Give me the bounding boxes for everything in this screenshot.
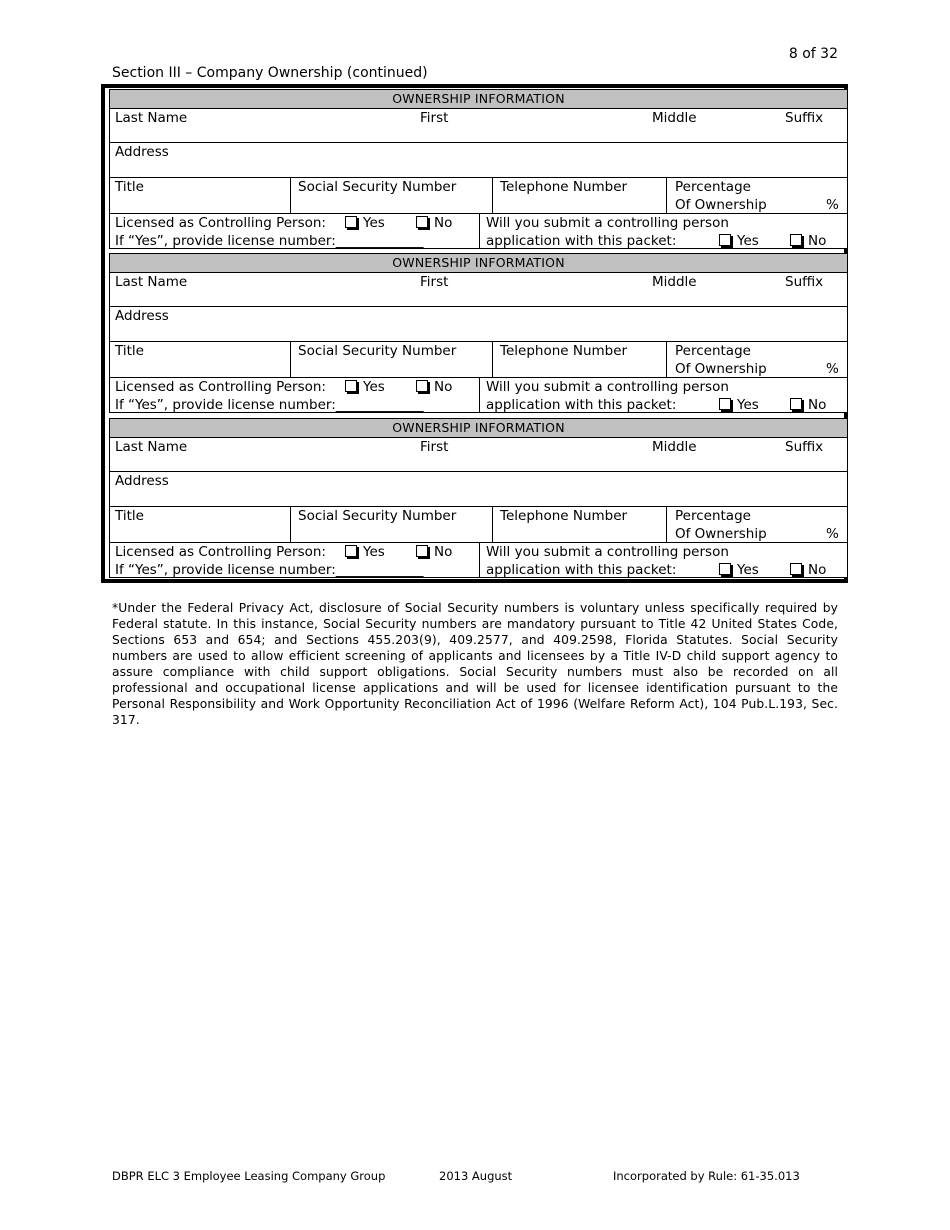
- ownership-block-1: [109, 89, 848, 249]
- no-label: No: [434, 379, 453, 395]
- middle-name-label: Middle: [652, 439, 697, 455]
- footer-date: 2013 August: [439, 1169, 513, 1183]
- ownership-header: OWNERSHIP INFORMATION: [110, 90, 847, 109]
- no-label: No: [434, 544, 453, 560]
- ownership-label: Of Ownership: [675, 526, 767, 542]
- checkbox-icon[interactable]: [345, 380, 357, 392]
- submit-yes-option[interactable]: [719, 396, 759, 414]
- ownership-header: OWNERSHIP INFORMATION: [110, 254, 847, 273]
- suffix-label: Suffix: [785, 274, 824, 290]
- telephone-label: Telephone Number: [500, 343, 628, 359]
- title-label: Title: [115, 508, 144, 524]
- submit-no-option[interactable]: [790, 232, 826, 250]
- submit-no-option[interactable]: [790, 561, 826, 579]
- yes-label: Yes: [363, 215, 385, 231]
- telephone-label: Telephone Number: [500, 179, 628, 195]
- ownership-form: [101, 84, 848, 583]
- no-label: No: [808, 397, 827, 413]
- checkbox-icon[interactable]: [790, 398, 802, 410]
- checkbox-icon[interactable]: [345, 216, 357, 228]
- title-label: Title: [115, 343, 144, 359]
- checkbox-icon[interactable]: [719, 234, 731, 246]
- footer-form-name: DBPR ELC 3 Employee Leasing Company Group: [112, 1169, 386, 1183]
- telephone-label: Telephone Number: [500, 508, 628, 524]
- yes-label: Yes: [737, 397, 759, 413]
- checkbox-icon[interactable]: [790, 563, 802, 575]
- privacy-footnote: *Under the Federal Privacy Act, disclosure of Social Security numbers is voluntary unless specifically required by Federal statute. In this instance, Social Security numbers are mandatory pursuant to Title 42 United States Code, Sections 653 and 654; and Sections 455.203(9), 409.2577, and 409.2598, Florida Statutes. Social Security numbers are used to allow efficient screening of applicants and licensees by a Title IV-D child support agency to assure compliance with child support obligations. Social Security numbers must also be recorded on all professional and occupational license applications and will be used for licensee identification pursuant to the Personal Responsibility and Work Opportunity Reconciliation Act of 1996 (Welfare Reform Act), 104 Pub.L.193, Sec. 317.: [112, 601, 838, 727]
- percent-sign: %: [826, 197, 839, 213]
- licensed-no-option[interactable]: [416, 378, 452, 396]
- licensed-no-option[interactable]: [416, 543, 452, 561]
- licensed-yes-option[interactable]: [345, 543, 385, 561]
- licensed-controlling-label: Licensed as Controlling Person:: [115, 544, 326, 560]
- submit-yes-option[interactable]: [719, 561, 759, 579]
- checkbox-icon[interactable]: [416, 545, 428, 557]
- submit-application-label: Will you submit a controlling person: [486, 544, 729, 560]
- checkbox-icon[interactable]: [790, 234, 802, 246]
- suffix-label: Suffix: [785, 439, 824, 455]
- ownership-header: OWNERSHIP INFORMATION: [110, 419, 847, 438]
- submit-application-label-2: application with this packet:: [486, 233, 677, 249]
- last-name-label: Last Name: [115, 439, 188, 455]
- licensed-no-option[interactable]: [416, 214, 452, 232]
- submit-application-label-2: application with this packet:: [486, 562, 677, 578]
- ownership-block-2: [109, 253, 848, 413]
- ownership-label: Of Ownership: [675, 197, 767, 213]
- address-label: Address: [115, 473, 169, 489]
- no-label: No: [808, 562, 827, 578]
- ssn-label: Social Security Number: [298, 343, 457, 359]
- last-name-label: Last Name: [115, 110, 188, 126]
- section-title: Section III – Company Ownership (continued): [112, 65, 428, 81]
- percentage-label: Percentage: [675, 179, 751, 195]
- yes-label: Yes: [363, 379, 385, 395]
- checkbox-icon[interactable]: [345, 545, 357, 557]
- middle-name-label: Middle: [652, 274, 697, 290]
- percent-sign: %: [826, 526, 839, 542]
- title-label: Title: [115, 179, 144, 195]
- address-label: Address: [115, 308, 169, 324]
- ownership-block-3: [109, 418, 848, 578]
- licensed-yes-option[interactable]: [345, 378, 385, 396]
- license-number-field[interactable]: If “Yes”, provide license number:_____________: [115, 562, 424, 578]
- percentage-label: Percentage: [675, 343, 751, 359]
- suffix-label: Suffix: [785, 110, 824, 126]
- license-number-field[interactable]: If “Yes”, provide license number:_____________: [115, 233, 424, 249]
- submit-no-option[interactable]: [790, 396, 826, 414]
- yes-label: Yes: [737, 233, 759, 249]
- licensed-controlling-label: Licensed as Controlling Person:: [115, 215, 326, 231]
- last-name-label: Last Name: [115, 274, 188, 290]
- ssn-label: Social Security Number: [298, 508, 457, 524]
- yes-label: Yes: [737, 562, 759, 578]
- percentage-label: Percentage: [675, 508, 751, 524]
- ownership-label: Of Ownership: [675, 361, 767, 377]
- submit-yes-option[interactable]: [719, 232, 759, 250]
- page-number: 8 of 32: [788, 46, 838, 62]
- footer-rule: Incorporated by Rule: 61-35.013: [613, 1169, 800, 1183]
- submit-application-label: Will you submit a controlling person: [486, 379, 729, 395]
- licensed-yes-option[interactable]: [345, 214, 385, 232]
- yes-label: Yes: [363, 544, 385, 560]
- checkbox-icon[interactable]: [719, 563, 731, 575]
- percent-sign: %: [826, 361, 839, 377]
- checkbox-icon[interactable]: [416, 216, 428, 228]
- submit-application-label-2: application with this packet:: [486, 397, 677, 413]
- checkbox-icon[interactable]: [416, 380, 428, 392]
- license-number-field[interactable]: If “Yes”, provide license number:_____________: [115, 397, 424, 413]
- checkbox-icon[interactable]: [719, 398, 731, 410]
- no-label: No: [434, 215, 453, 231]
- middle-name-label: Middle: [652, 110, 697, 126]
- licensed-controlling-label: Licensed as Controlling Person:: [115, 379, 326, 395]
- first-name-label: First: [420, 439, 449, 455]
- no-label: No: [808, 233, 827, 249]
- ssn-label: Social Security Number: [298, 179, 457, 195]
- submit-application-label: Will you submit a controlling person: [486, 215, 729, 231]
- first-name-label: First: [420, 110, 449, 126]
- first-name-label: First: [420, 274, 449, 290]
- address-label: Address: [115, 144, 169, 160]
